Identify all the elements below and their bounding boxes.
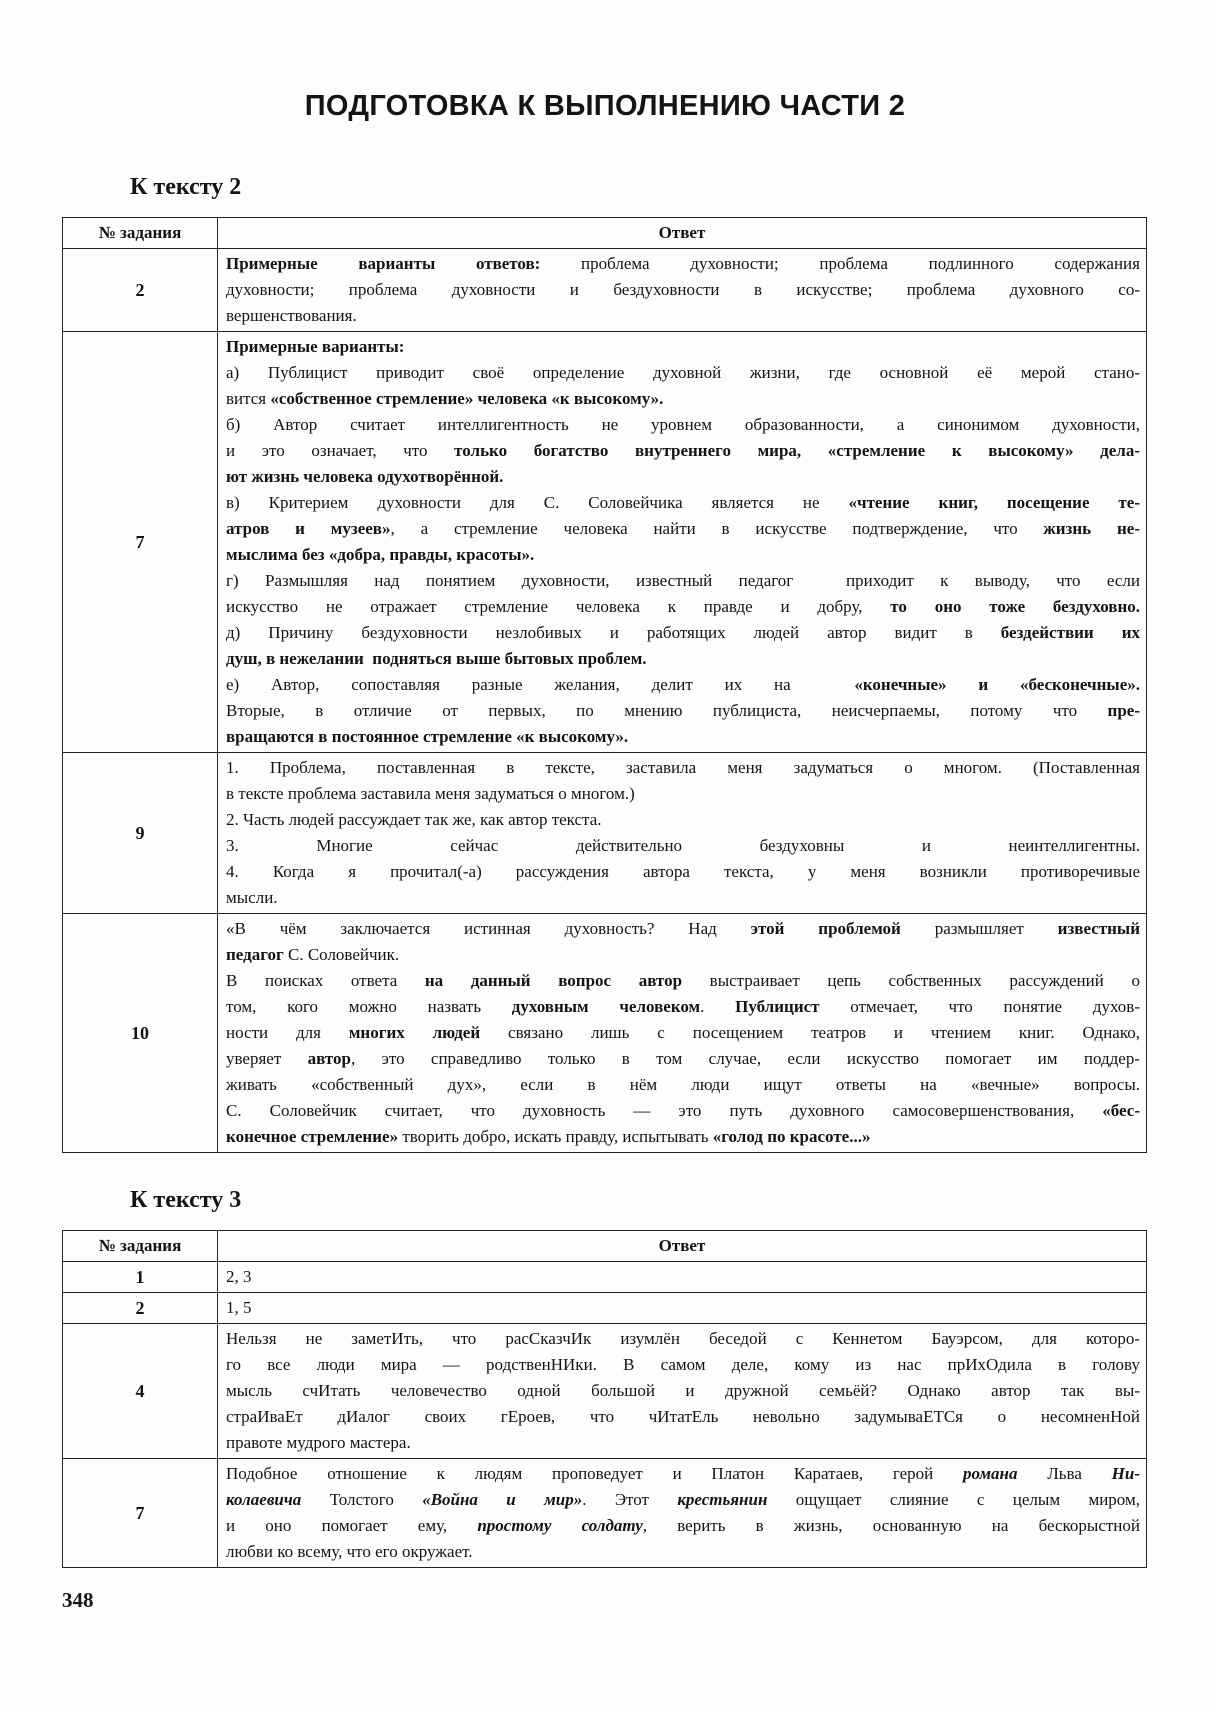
answer-text <box>218 1262 1147 1293</box>
text-run: «чтение книг, посещение те- <box>848 493 1140 512</box>
text-run: «бес- <box>1102 1101 1140 1120</box>
text-run: известный <box>1057 919 1140 938</box>
text-run: на данный вопрос автор <box>424 971 683 990</box>
table-row <box>63 753 1147 914</box>
answer-line <box>226 490 1140 516</box>
answer-text <box>218 1324 1147 1459</box>
answer-line <box>226 360 1140 386</box>
table-row <box>63 1262 1147 1293</box>
answer-line <box>226 1378 1140 1404</box>
table-row <box>63 332 1147 753</box>
text-run: 2. Часть людей рассуждает так же, как автор текста. <box>226 810 602 829</box>
answer-line <box>226 594 1140 620</box>
text-run: Примерные варианты ответов: <box>226 254 541 273</box>
text-run: «Война и мир» <box>422 1490 583 1509</box>
text-run: Нельзя не заметИть, что расСказчИк изумлён беседой с Кеннетом Бауэрсом, для которо- <box>226 1329 1140 1348</box>
text-run: выстраивает цепь собственных рассуждений о <box>682 971 1140 990</box>
text-run: любви ко всему, что его окружает. <box>226 1542 473 1561</box>
text-run: С. Соловейчик считает, что духовность — это путь духовного самосовершенствования, <box>226 1101 1103 1120</box>
text-run: пре- <box>1107 701 1140 720</box>
text-run: простому солдату <box>477 1516 643 1535</box>
text-run: размышляет <box>900 919 1058 938</box>
text-run: творить добро, искать правду, испытывать <box>398 1127 713 1146</box>
text-run: Льва <box>1017 1464 1112 1483</box>
text-run: бездействии их <box>1000 623 1140 642</box>
answer-line <box>226 412 1140 438</box>
text-run: отмечает, что понятие духов- <box>819 997 1140 1016</box>
answer-line <box>226 968 1140 994</box>
text-run: то оно тоже бездуховно. <box>890 597 1141 616</box>
text-run: колаевича <box>226 1490 302 1509</box>
text-run: Примерные варианты: <box>226 337 405 356</box>
table-row <box>63 1324 1147 1459</box>
answer-line <box>226 438 1140 464</box>
text-run: жизнь не- <box>1043 519 1140 538</box>
answer-line <box>226 1430 1140 1456</box>
text-run: мысль счИтать человечество одной большой и дружной семьёй? Однако автор так вы- <box>226 1381 1140 1400</box>
text-run: многих людей <box>348 1023 481 1042</box>
answer-line <box>226 1404 1140 1430</box>
answer-line <box>226 755 1140 781</box>
text-run: 2, 3 <box>226 1267 252 1286</box>
answer-line <box>226 542 1140 568</box>
answer-line <box>226 568 1140 594</box>
text-run: вращаются в постоянное стремление «к высокому». <box>226 727 629 746</box>
text-run: «собственное стремление» человека «к высокому». <box>270 389 664 408</box>
text-run: духовности; проблема духовности и бездуховности в искусстве; проблема духовного со- <box>226 280 1140 299</box>
answer-line <box>226 916 1140 942</box>
text-run: В поисках ответа <box>226 971 425 990</box>
answer-line <box>226 334 1140 360</box>
text-run: е) Автор, сопоставляя разные желания, делит их на <box>226 675 855 694</box>
text-run: конечное стремление» <box>226 1127 399 1146</box>
text-run: педагог <box>226 945 284 964</box>
answer-line <box>226 1020 1140 1046</box>
task-number: 4 <box>63 1324 218 1459</box>
text-run: Толстого <box>301 1490 423 1509</box>
answer-line <box>226 1352 1140 1378</box>
text-run: , а стремление человека найти в искусстве подтверждение, что <box>390 519 1044 538</box>
table-row <box>63 914 1147 1153</box>
text-run: правоте мудрого мастера. <box>226 1433 411 1452</box>
text-run: автор <box>307 1049 351 1068</box>
answer-text <box>218 914 1147 1153</box>
text-run: «В чём заключается истинная духовность? Над <box>226 919 751 938</box>
text-run: душ, в нежелании подняться выше бытовых проблем. <box>226 649 647 668</box>
text-run: С. Соловейчик. <box>283 945 400 964</box>
answer-line <box>226 1124 1140 1150</box>
page-title: ПОДГОТОВКА К ВЫПОЛНЕНИЮ ЧАСТИ 2 <box>304 90 906 122</box>
answer-text <box>218 332 1147 753</box>
text-run: д) Причину бездуховности незлобивых и работящих людей автор видит в <box>226 623 1001 642</box>
text-run: ощущает слияние с целым миром, <box>767 1490 1140 1509</box>
text-run: Вторые, в отличие от первых, по мнению публициста, неисчерпаемы, потому что <box>226 701 1108 720</box>
answer-line <box>226 833 1140 859</box>
text-run: Публицист <box>735 997 820 1016</box>
text-run: «конечные» и «бесконечные». <box>854 675 1140 694</box>
text-run: в тексте проблема заставила меня задуматься о многом.) <box>226 784 635 803</box>
answer-table-text3 <box>62 1230 1147 1568</box>
table-row <box>63 249 1147 332</box>
answer-text <box>218 1293 1147 1324</box>
task-number: 10 <box>63 914 218 1153</box>
answer-line <box>226 1326 1140 1352</box>
answer-line <box>226 807 1140 833</box>
answer-text <box>218 1459 1147 1568</box>
text-run: искусство не отражает стремление человека к правде и добру, <box>226 597 891 616</box>
text-run: крестьянин <box>677 1490 768 1509</box>
answer-line <box>226 1046 1140 1072</box>
text-run: Ни- <box>1111 1464 1140 1483</box>
section-heading-text3: К тексту 3 <box>130 1187 242 1213</box>
answer-line <box>226 1461 1140 1487</box>
text-run: романа <box>963 1464 1018 1483</box>
answer-line <box>226 1295 1140 1321</box>
answer-line <box>226 303 1140 329</box>
text-run: 3. Многие сейчас действительно бездуховны и неинтеллигентны. <box>226 836 1140 855</box>
task-number: 2 <box>63 249 218 332</box>
page-number: 348 <box>62 1588 94 1612</box>
answer-line <box>226 646 1140 672</box>
answer-line <box>226 672 1140 698</box>
text-run: духовным человеком <box>511 997 701 1016</box>
text-run: г) Размышляя над понятием духовности, известный педагог приходит к выводу, что если <box>226 571 1140 590</box>
task-number: 7 <box>63 332 218 753</box>
task-number: 1 <box>63 1262 218 1293</box>
text-run: и это означает, что <box>226 441 455 460</box>
text-run: го все люди мира — родственНИки. В самом деле, кому из нас прИхОдила в голову <box>226 1355 1140 1374</box>
text-run: живать «собственный дух», если в нём люди ищут ответы на «вечные» вопросы. <box>226 1075 1140 1094</box>
table-header-row <box>63 1231 1147 1262</box>
text-run: 4. Когда я прочитал(-а) рассуждения автора текста, у меня возникли противоречивые <box>226 862 1140 881</box>
task-number: 7 <box>63 1459 218 1568</box>
text-run: уверяет <box>226 1049 308 1068</box>
answer-line <box>226 516 1140 542</box>
answer-line <box>226 885 1140 911</box>
text-run: ности для <box>226 1023 349 1042</box>
table-row <box>63 1293 1147 1324</box>
answer-text <box>218 753 1147 914</box>
answer-line <box>226 386 1140 412</box>
text-run: б) Автор считает интеллигентность не уровнем образованности, а синонимом духовности, <box>226 415 1140 434</box>
text-run: мысли. <box>226 888 278 907</box>
answer-line <box>226 859 1140 885</box>
answer-line <box>226 942 1140 968</box>
text-run: том, кого можно назвать <box>226 997 512 1016</box>
text-run: в) Критерием духовности для С. Соловейчика является не <box>226 493 849 512</box>
text-run: 1. Проблема, поставленная в тексте, заставила меня задуматься о многом. (Поставленная <box>226 758 1140 777</box>
table-row <box>63 1459 1147 1568</box>
text-run: . <box>700 997 736 1016</box>
answer-line <box>226 1098 1140 1124</box>
text-run: ют жизнь человека одухотворённой. <box>226 467 504 486</box>
text-run: 1, 5 <box>226 1298 252 1317</box>
column-header-answer: Ответ <box>218 218 1147 249</box>
text-run: мыслима без «добра, правды, красоты». <box>226 545 535 564</box>
answer-line <box>226 1539 1140 1565</box>
answer-line <box>226 1487 1140 1513</box>
table-header-row <box>63 218 1147 249</box>
answer-line <box>226 781 1140 807</box>
text-run: связано лишь с посещением театров и чтением книг. Однако, <box>480 1023 1140 1042</box>
task-number: 2 <box>63 1293 218 1324</box>
column-header-task-number: № задания <box>63 218 218 249</box>
answer-line <box>226 251 1140 277</box>
task-number: 9 <box>63 753 218 914</box>
answer-line <box>226 277 1140 303</box>
text-run: вершенствования. <box>226 306 357 325</box>
text-run: а) Публицист приводит своё определение духовной жизни, где основной её мерой стано- <box>226 363 1140 382</box>
text-run: атров и музеев» <box>226 519 391 538</box>
answer-line <box>226 620 1140 646</box>
text-run: этой проблемой <box>750 919 901 938</box>
text-run: вится <box>226 389 271 408</box>
answer-line <box>226 698 1140 724</box>
section-heading-text2: К тексту 2 <box>130 174 242 200</box>
text-run: «голод по красоте...» <box>712 1127 871 1146</box>
answer-line <box>226 464 1140 490</box>
answer-text <box>218 249 1147 332</box>
text-run: , это справедливо только в том случае, если искусство помогает им поддер- <box>350 1049 1140 1068</box>
column-header-task-number: № задания <box>63 1231 218 1262</box>
text-run: и оно помогает ему, <box>226 1516 478 1535</box>
answer-line <box>226 1264 1140 1290</box>
answer-line <box>226 1513 1140 1539</box>
text-run: страИваЕт дИалог своих гЕроев, что чИтатЕль невольно задумываЕТСя о несомненНой <box>226 1407 1140 1426</box>
answer-line <box>226 1072 1140 1098</box>
text-run: Подобное отношение к людям проповедует и Платон Каратаев, герой <box>226 1464 964 1483</box>
text-run: проблема духовности; проблема подлинного содержания <box>540 254 1140 273</box>
column-header-answer: Ответ <box>218 1231 1147 1262</box>
answer-line <box>226 994 1140 1020</box>
answer-table-text2 <box>62 217 1147 1153</box>
text-run: только богатство внутреннего мира, «стремление к высокому» дела- <box>454 441 1140 460</box>
text-run: . Этот <box>582 1490 678 1509</box>
text-run: , верить в жизнь, основанную на бескорыстной <box>642 1516 1140 1535</box>
answer-line <box>226 724 1140 750</box>
